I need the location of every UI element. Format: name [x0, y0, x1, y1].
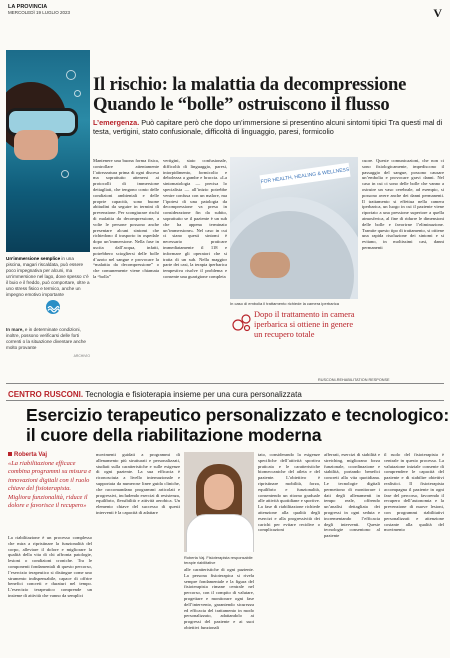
side-caption-1-text: in una piscina, magari riscaldata, può essere poco impegnativa per alcuni, ma un’immersione nel lago, dove spesso c’è il buio e il freddo, può comportare, oltre a uno stress fisico e termico, anche un impegno emotivo importante — [6, 256, 90, 297]
side-caption-1 — [6, 256, 90, 298]
section-divider — [6, 400, 444, 401]
article-column: movimenti guidati a programmi di allenamento più strutturati e personalizzati, studiati sulla caratteristiche e sulle esigenze di ogni paziente. La sua efficacia è riconosciuta a livello internazionale e supportata da numerose linee guida cliniche, che raccomandano programmi articolati e progressivi, includendo esercizi di resistenza, equilibrio, flessibilità e attività aerobica. Un elemento chiave del successo di questi interventi è la capacità di adattare — [96, 452, 180, 515]
article-column: cuore. Queste comunicazioni, che non ci sono fisiologicamente, impediscono il passaggio del sangue, possono causare un’embolia e provocare gravi danni. Nel caso in cui ci sono delle bolle che vanno a ostruire un vaso cerebrale, ad esempio, si possono avere anche dei danni permanenti. Il trattamento si effettua nella camera iperbarica, un luogo in cui il paziente viene riportato a una pressione superiore a quella atmosferica, al fine di ridurre le dimensioni delle bolle e favorirne l’eliminazione. Tramite questo tipo di trattamento, si ottiene una rapida risoluzione dei sintomi e si evitano, in moltissimi casi, danni permanenti — [362, 158, 444, 250]
diver-face-shape — [14, 130, 58, 160]
bubbles-icon — [231, 311, 253, 333]
topic-label: RUSCONI-REHABILITATION RESPONSE — [318, 378, 390, 382]
article-headline — [93, 75, 445, 115]
kicker-tag: CENTRO RUSCONI. — [8, 390, 84, 399]
photo-caption: In caso di embolia il trattamento richiede la camera iperbarica — [230, 301, 339, 306]
article-column: alle caratteristiche di ogni paziente. La persona fisioterapica si rivela sempre fondamentale e la figura del fisioterapista rimane centrale nel percorso, con il compito di valutare, progettare e monitorare ogni fase dell’intervento, garantendo sicurezza ed efficacia del trattamento in modo personalizzato, adattandolo ai progressi del paziente e ai suoi obiettivi funzionali — [184, 567, 254, 630]
article-subhead — [93, 118, 447, 136]
headline2-line-2: il cuore della riabilitazione moderna — [26, 425, 322, 445]
article-column: La riabilitazione è un processo complesso che mira a ripristinare la funzionalità del corpo, alleviare il dolore e migliorare la qualità della vita di chi affronta patologie, lesioni o condizioni croniche. Tra le componenti fondamentali di questo percorso, l’esercizio terapeutico si distingue come uno strumento indispensabile, capace di offrire benefici concreti e duraturi nel tempo. L’esercizio terapeutico comprende un insieme di attività che vanno da semplici — [8, 535, 92, 598]
bubble-icon — [74, 90, 81, 97]
headline-line-1: Il rischio: la malattia da decompressione — [93, 74, 407, 95]
article-column: il ruolo del fisioterapista è centrale in questo processo. La valutazione iniziale consente di comprendere le capacità del paziente e di stabilire obiettivi realistici. Il fisioterapista accompagna il paziente in ogni fase del percorso, favorendo il recupero dell’autonomia e la prevenzione di nuove lesioni, con programmi riabilitativi personalizzati e attenzione costante alla qualità del movimento — [384, 452, 444, 533]
page-header — [8, 4, 442, 18]
byline-square-icon — [8, 452, 12, 456]
portrait-coat-shape — [186, 514, 254, 552]
side-caption-2-bold: In mare, — [6, 327, 24, 332]
article-column: vertigini, stato confusionale, difficoltà di linguaggio, paresi, intorpidimento, formicolio e debolezza a gambe e braccia. «La sintomatologia — precisa lo specialista — all’inizio potrebbe venire confusa con un malore, ma l’ipotesi di una patologia da decompressione va presa in considerazione fin da subito, soprattutto se il paziente è un sub che ha appena terminato un’immersione». Nel caso in cui ci siano questi sintomi è necessario praticare immediatamente il 118 e informare gli operatori che si tratta di un sub. Nella maggior parte dei casi, la terapia iperbarica tempestiva risolve il problema e consente una guarigione completa — [163, 158, 227, 279]
author-byline — [8, 452, 47, 458]
page-letter: V — [433, 6, 442, 20]
side-caption-1-bold: Un’immersione semplice — [6, 256, 61, 261]
pull-quote: Dopo il trattamento in camera iperbarica si ottiene in genere un recupero totale — [254, 310, 355, 339]
headline2-line-1: Esercizio terapeutico personalizzato e tecnologico: — [26, 405, 450, 425]
wave-icon — [46, 300, 60, 314]
section-divider — [6, 383, 444, 384]
article-column: tato, considerando la esigenze specifiche dell’attività sportiva praticata e le caratteristiche biomeccaniche del atleta e del paziente. L’obiettivo è ripristinare mobilità, forza, equilibrio e funzionalità, consentendo un ritorno graduale alle attività quotidiane e sportive. La fase di riabilitazione richiede attenzione alla qualità degli esercizi e alla progressività dei carichi per evitare recidive o complicazioni — [258, 452, 320, 533]
photo-credit: ARCHIVIO — [73, 354, 90, 358]
hyperbaric-chamber-photo — [230, 157, 358, 299]
issue-date: MERCOLEDÌ 19 LUGLIO 2023 — [8, 10, 71, 15]
subhead-keyword: L’emergenza. — [93, 118, 140, 127]
portrait-caption: Roberta Vaj. Fisioterapista responsabile terapie riabilitative — [184, 555, 253, 565]
masthead: LA PROVINCIA — [8, 4, 48, 10]
subhead-text: Può capitare però che dopo un’immersione si presentino alcuni sintomi tipici Tra questi mal di testa, vertigini, stato confusionale, difficoltà di linguaggio, paresi, formicolio — [93, 118, 443, 136]
side-caption-2-text: e in determinate condizioni, inoltre, possono verificarsi delle forti correnti o la situazione diventare anche molto provante — [6, 327, 86, 350]
section-kicker — [8, 390, 302, 400]
bubble-icon — [61, 170, 69, 178]
author-portrait-photo — [184, 452, 254, 552]
article2-headline — [26, 405, 450, 445]
article-column: afferrati, esercizi di stabilità e stretching, migliorano forza funzionale, coordinazione e stabilità, portando benefici concreti alla vita quotidiana. Le tecnologie digitali permettono di monitorare i dati degli allenamenti in tempo reale, offrendo un’analisi dettagliata dei progressi in ogni seduta e incrementando l’efficacia degli interventi. Queste tecnologie consentono al paziente — [324, 452, 380, 539]
article2-lead: «La riabilitazione efficace combina programmi su misura e innovazioni digitali con il ruolo chiave del fisioterapista. Migliora funzionalità, riduce il dolore e favorisce il recupero» — [8, 460, 92, 510]
author-name: Roberta Vaj — [14, 452, 48, 458]
portrait-face-shape — [204, 474, 234, 510]
article-column: Mantenere una buona forma fisica, controllare attentamente l’attrezzatura prima di ogni discesa ma soprattutto attenersi ai protocolli di immersione dettagliati, che tengono conto delle condizioni ambientali e delle proprie capacità, sono buone abitudini da seguire in termini di prevenzione. Per scongiurare rischi di malattia da decompressione, a volte le persone possono anche presentare alcuni sintomi che richiedono il trasporto in ospedale dopo un’immersione. Nella fase in uscita dall’acqua, infatti, potrebbero sciogliersi delle bolle d’azoto nel sangue e provocare la “malattia da decompressione” o che comunemente viene chiamata la “bolla” — [93, 158, 159, 279]
headline-line-2: Quando le “bolle” ostruiscono il flusso — [93, 94, 390, 115]
diver-photo — [6, 50, 90, 252]
kicker-text: Tecnologia e fisioterapia insieme per una cura personalizzata — [83, 390, 302, 399]
bubble-icon — [66, 70, 76, 80]
side-caption-2 — [6, 327, 90, 351]
chamber-ring-shape — [230, 197, 358, 299]
chamber-patient-shape — [250, 252, 290, 278]
chamber-sign: FOR HEALTH, HEALING & WELLNESS — [259, 163, 350, 189]
